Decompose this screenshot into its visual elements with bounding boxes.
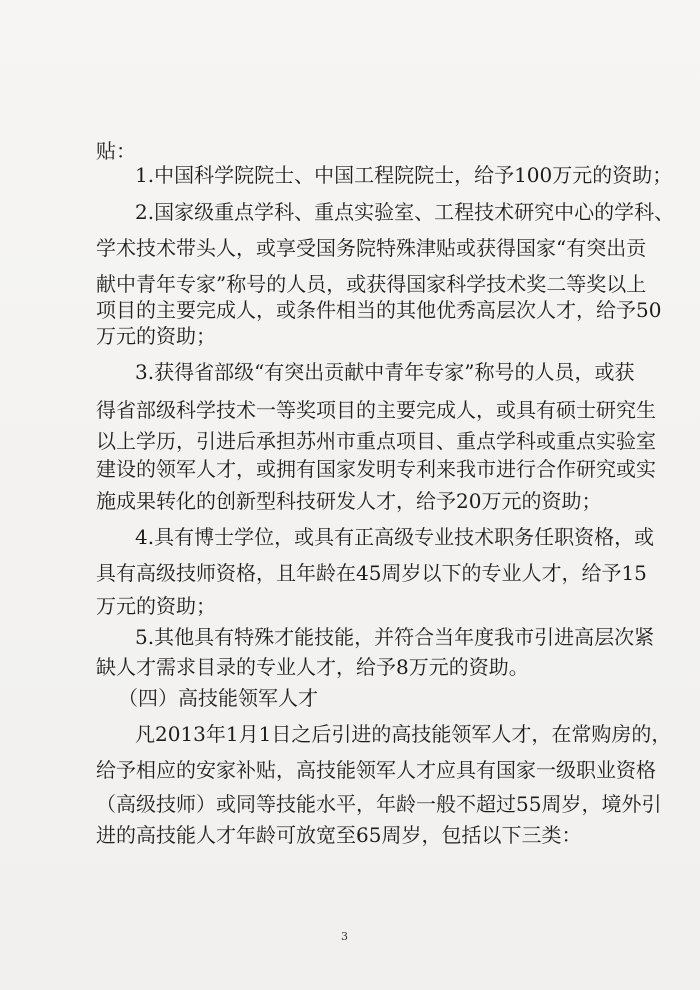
text-line-7: 万元的资助； bbox=[96, 324, 216, 348]
text-line-4: 学术技术带头人，或享受国务院特殊津贴或获得国家“有突出贡 bbox=[96, 236, 647, 260]
text-line-12: 施成果转化的创新型科技研发人才，给予20万元的资助； bbox=[96, 489, 602, 513]
text-line-21: （高级技师）或同等技能水平，年龄一般不超过55周岁，境外引 bbox=[96, 792, 662, 816]
text-line-17: 缺人才需求目录的专业人才，给予8万元的资助。 bbox=[96, 655, 529, 679]
show-through-decoration bbox=[330, 122, 554, 142]
text-line-5: 献中青年专家”称号的人员，或获得国家科学技术奖二等奖以上 bbox=[96, 272, 647, 296]
text-line-6: 项目的主要完成人，或条件相当的其他优秀高层次人才，给予50 bbox=[96, 298, 662, 322]
text-line-11: 建设的领军人才，或拥有国家发明专利来我市进行合作研究或实 bbox=[96, 457, 656, 481]
text-line-20: 给予相应的安家补贴，高技能领军人才应具有国家一级职业资格 bbox=[96, 758, 656, 782]
text-line-15: 万元的资助； bbox=[96, 594, 216, 618]
text-line-16: 5.其他具有特殊才能技能，并符合当年度我市引进高层次紧 bbox=[135, 625, 655, 649]
text-line-9: 得省部级科学技术一等奖项目的主要完成人，或具有硕士研究生 bbox=[96, 398, 656, 422]
text-line-19: 凡2013年1月1日之后引进的高技能领军人才，在常购房的， bbox=[135, 722, 672, 746]
text-line-14: 具有高级技师资格，且年龄在45周岁以下的专业人才，给予15 bbox=[96, 561, 647, 585]
text-line-10: 以上学历，引进后承担苏州市重点项目、重点学科或重点实验室 bbox=[96, 429, 656, 453]
page-number: 3 bbox=[341, 930, 348, 943]
text-line-1: 贴： bbox=[96, 139, 136, 163]
section-heading: （四）高技能领军人才 bbox=[118, 686, 318, 710]
text-line-22: 进的高技能人才年龄可放宽至65周岁，包括以下三类： bbox=[96, 823, 582, 847]
text-line-2: 1.中国科学院院士、中国工程院院士，给予100万元的资助； bbox=[135, 163, 673, 187]
text-line-13: 4.具有博士学位，或具有正高级专业技术职务任职资格，或 bbox=[135, 525, 655, 549]
text-line-3: 2.国家级重点学科、重点实验室、工程技术研究中心的学科、 bbox=[135, 200, 675, 224]
text-line-8: 3.获得省部级“有突出贡献中青年专家”称号的人员，或获 bbox=[135, 360, 635, 384]
